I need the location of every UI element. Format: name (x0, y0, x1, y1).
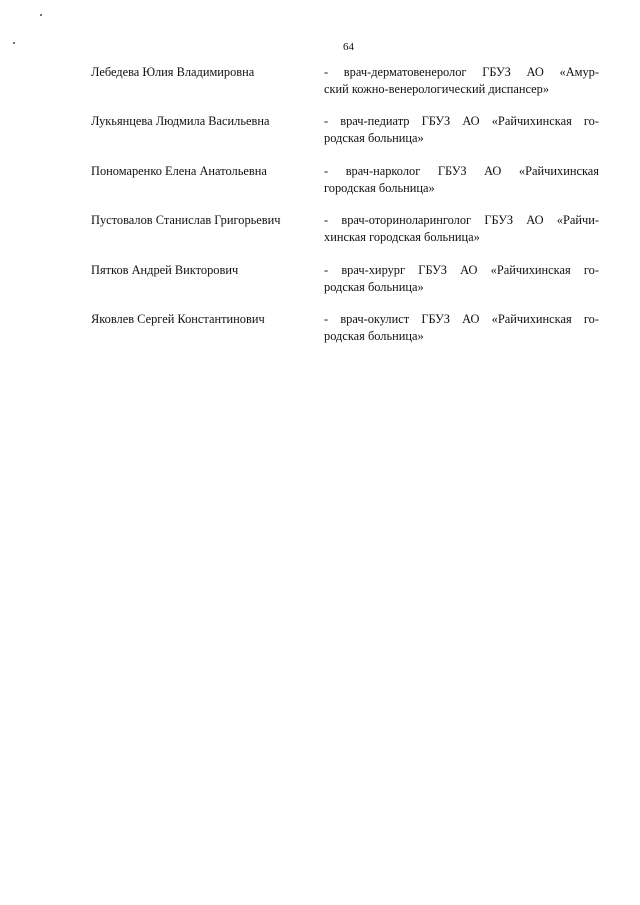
staff-position (324, 262, 599, 296)
staff-name: Лукьянцева Людмила Васильевна (91, 114, 270, 129)
staff-entry (91, 212, 603, 261)
scan-speck (13, 42, 15, 44)
position-line: родская больница» (324, 328, 424, 343)
position-line: хинская городская больница» (324, 230, 480, 245)
staff-position (324, 64, 599, 98)
page-number: 64 (343, 41, 354, 53)
position-line: - врач-оториноларинголог ГБУЗ АО «Райчи- (324, 213, 599, 228)
staff-position (324, 113, 599, 147)
staff-name: Пустовалов Станислав Григорьевич (91, 213, 281, 228)
staff-entry (91, 113, 603, 162)
position-line: - врач-окулист ГБУЗ АО «Райчихинская го- (324, 311, 599, 326)
position-line: - врач-дерматовенеролог ГБУЗ АО «Амур- (324, 65, 599, 79)
staff-name: Пятков Андрей Викторович (91, 262, 239, 277)
position-line: ский кожно-венерологический диспансер» (324, 82, 550, 96)
position-line: родская больница» (324, 131, 424, 146)
staff-entry (91, 311, 603, 360)
position-line: городская больница» (324, 180, 435, 195)
staff-entry (91, 64, 603, 113)
position-line: - врач-педиатр ГБУЗ АО «Райчихинская го- (324, 114, 599, 129)
staff-name: Яковлев Сергей Константинович (91, 311, 265, 326)
staff-entry (91, 163, 603, 212)
staff-entry (91, 262, 603, 311)
position-line: родская больница» (324, 279, 424, 294)
position-line: - врач-хирург ГБУЗ АО «Райчихинская го- (324, 262, 599, 277)
staff-name: Лебедева Юлия Владимировна (91, 65, 255, 79)
staff-position (324, 311, 599, 345)
staff-name: Пономаренко Елена Анатольевна (91, 163, 267, 178)
scan-speck (40, 14, 42, 16)
staff-list (91, 64, 603, 360)
staff-position (324, 212, 599, 246)
staff-position (324, 163, 599, 197)
position-line: - врач-нарколог ГБУЗ АО «Райчихинская (324, 163, 599, 178)
